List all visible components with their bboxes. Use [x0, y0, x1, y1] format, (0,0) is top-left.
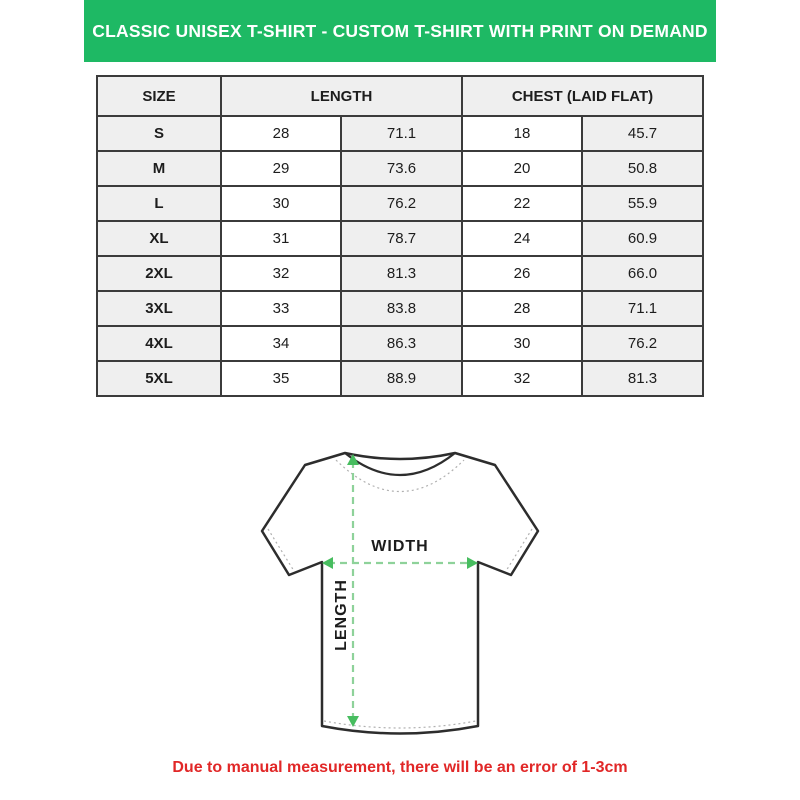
size-label: 4XL	[97, 326, 221, 361]
size-label: L	[97, 186, 221, 221]
length-cm: 81.3	[341, 256, 462, 291]
column-header-length: LENGTH	[221, 76, 462, 116]
title-banner	[84, 0, 716, 62]
length-cm: 78.7	[341, 221, 462, 256]
size-label: 3XL	[97, 291, 221, 326]
size-label: 2XL	[97, 256, 221, 291]
size-label: 5XL	[97, 361, 221, 396]
table-row	[97, 221, 703, 256]
length-cm: 71.1	[341, 116, 462, 151]
column-header-chest: CHEST (LAID FLAT)	[462, 76, 703, 116]
table-row	[97, 116, 703, 151]
chest-cm: 55.9	[582, 186, 703, 221]
chest-inches: 28	[462, 291, 582, 326]
length-cm: 88.9	[341, 361, 462, 396]
chest-inches: 18	[462, 116, 582, 151]
table-row	[97, 186, 703, 221]
width-label: WIDTH	[371, 538, 429, 555]
chest-cm: 50.8	[582, 151, 703, 186]
table-row	[97, 361, 703, 396]
table-row	[97, 291, 703, 326]
length-inches: 28	[221, 116, 341, 151]
length-cm: 83.8	[341, 291, 462, 326]
length-cm: 86.3	[341, 326, 462, 361]
chest-cm: 45.7	[582, 116, 703, 151]
chest-cm: 81.3	[582, 361, 703, 396]
tshirt-outline	[262, 453, 538, 734]
chest-cm: 60.9	[582, 221, 703, 256]
chest-inches: 26	[462, 256, 582, 291]
table-row	[97, 151, 703, 186]
length-label: LENGTH	[333, 579, 350, 651]
length-inches: 30	[221, 186, 341, 221]
length-inches: 35	[221, 361, 341, 396]
chest-cm: 66.0	[582, 256, 703, 291]
length-inches: 31	[221, 221, 341, 256]
table-row	[97, 256, 703, 291]
length-inches: 34	[221, 326, 341, 361]
chest-inches: 32	[462, 361, 582, 396]
chest-cm: 76.2	[582, 326, 703, 361]
page-title: CLASSIC UNISEX T-SHIRT - CUSTOM T-SHIRT WITH PRINT ON DEMAND	[92, 20, 708, 41]
size-label: M	[97, 151, 221, 186]
column-header-size: SIZE	[97, 76, 221, 116]
chest-inches: 30	[462, 326, 582, 361]
tshirt-diagram	[250, 443, 550, 743]
chest-inches: 24	[462, 221, 582, 256]
size-label: XL	[97, 221, 221, 256]
length-cm: 73.6	[341, 151, 462, 186]
chest-inches: 20	[462, 151, 582, 186]
chest-cm: 71.1	[582, 291, 703, 326]
length-inches: 29	[221, 151, 341, 186]
size-chart-table	[96, 75, 704, 397]
measurement-disclaimer: Due to manual measurement, there will be an error of 1-3cm	[172, 759, 628, 776]
chest-inches: 22	[462, 186, 582, 221]
length-cm: 76.2	[341, 186, 462, 221]
table-header-row	[97, 76, 703, 116]
table-row	[97, 326, 703, 361]
length-inches: 33	[221, 291, 341, 326]
length-inches: 32	[221, 256, 341, 291]
size-label: S	[97, 116, 221, 151]
